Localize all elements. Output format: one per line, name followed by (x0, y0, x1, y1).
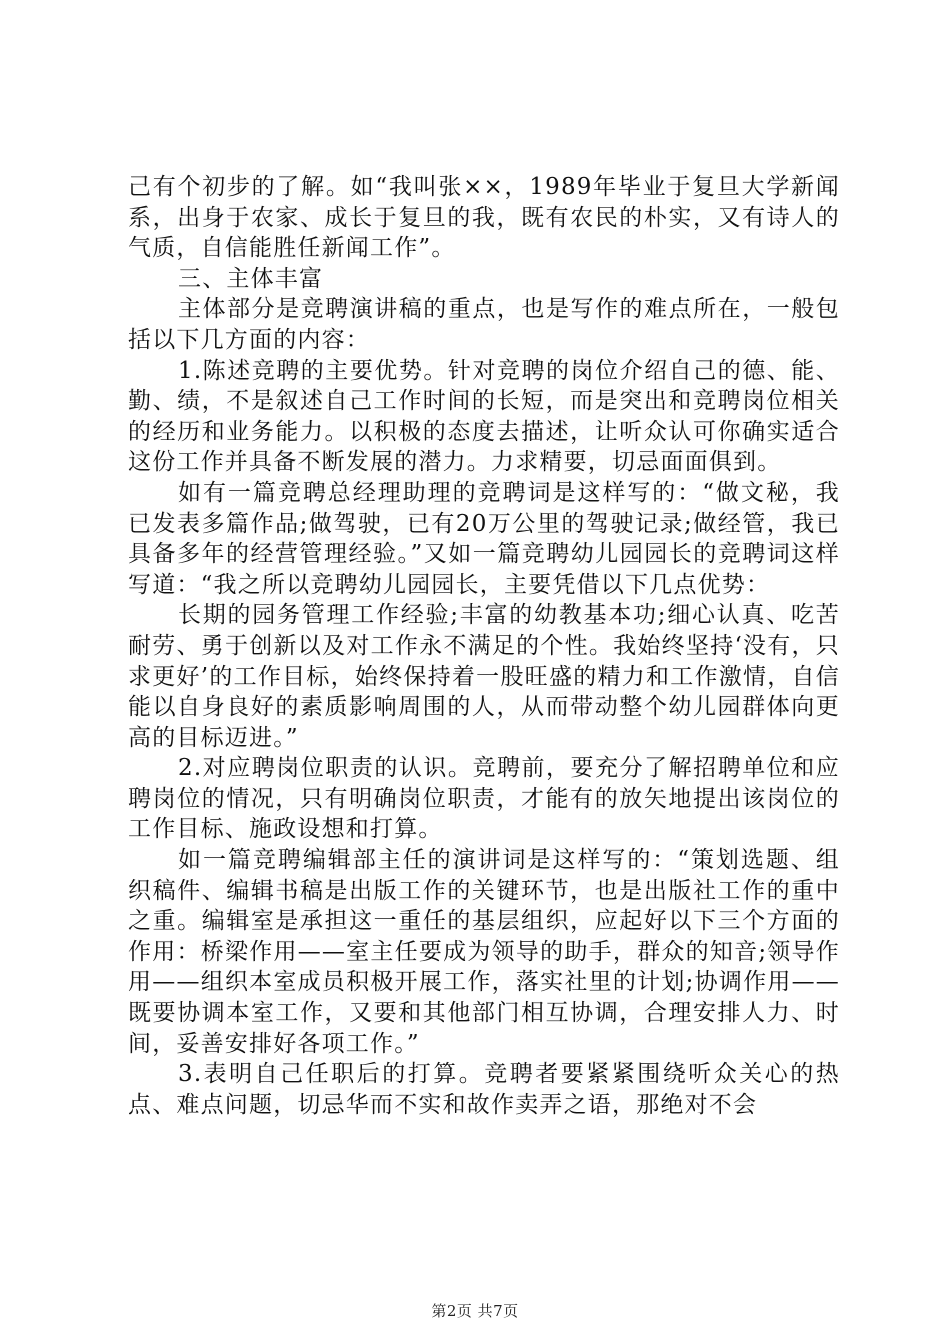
paragraph-body-overview: 主体部分是竞聘演讲稿的重点，也是写作的难点所在，一般包括以下几方面的内容： (128, 296, 840, 353)
paragraph-example-1: 如有一篇竞聘总经理助理的竞聘词是这样写的：“做文秘，我已发表多篇作品;做驾驶，已有20万公里的驾驶记录;做经管，我已具备多年的经营管理经验。”又如一篇竞聘幼儿园园长的竞聘词这样写道：“我之所以竞聘幼儿园园长，主要凭借以下几点优势： (128, 479, 840, 598)
paragraph-point-1: 1.陈述竞聘的主要优势。针对竞聘的岗位介绍自己的德、能、勤、绩，不是叙述自己工作时间的长短，而是突出和竞聘岗位相关的经历和业务能力。以积极的态度去描述，让听众认可你确实适合这份工作并具备不断发展的潜力。力求精要，切忌面面俱到。 (128, 357, 840, 476)
paragraph-point-2: 2.对应聘岗位职责的认识。竞聘前，要充分了解招聘单位和应聘岗位的情况，只有明确岗位职责，才能有的放矢地提出该岗位的工作目标、施政设想和打算。 (128, 755, 840, 843)
paragraph-intro-continuation: 己有个初步的了解。如“我叫张××，1989年毕业于复旦大学新闻系，出身于农家、成长于复旦的我，既有农民的朴实，又有诗人的气质，自信能胜任新闻工作”。 (128, 174, 840, 262)
paragraph-point-3: 3.表明自己任职后的打算。竞聘者要紧紧围绕听众关心的热点、难点问题，切忌华而不实和故作卖弄之语，那绝对不会 (128, 1061, 840, 1118)
paragraph-example-2: 如一篇竞聘编辑部主任的演讲词是这样写的：“策划选题、组织稿件、编辑书稿是出版工作的关键环节，也是出版社工作的重中之重。编辑室是承担这一重任的基层组织，应起好以下三个方面的作用：桥梁作用——室主任要成为领导的助手，群众的知音;领导作用——组织本室成员积极开展工作，落实社里的计划;协调作用——既要协调本室工作，又要和其他部门相互协调，合理安排人力、时间，妥善安排好各项工作。” (128, 847, 840, 1057)
document-body (128, 172, 840, 1120)
paragraph-example-1-quote: 长期的园务管理工作经验;丰富的幼教基本功;细心认真、吃苦耐劳、勇于创新以及对工作永不满足的个性。我始终坚持‘没有，只求更好’的工作目标，始终保持着一股旺盛的精力和工作激情，自信能以自身良好的素质影响周围的人，从而带动整个幼儿园群体向更高的目标迈进。” (128, 602, 840, 751)
page-number-footer: 第2页 共7页 (431, 1302, 519, 1320)
section-heading-body-rich: 三、主体丰富 (178, 265, 324, 292)
